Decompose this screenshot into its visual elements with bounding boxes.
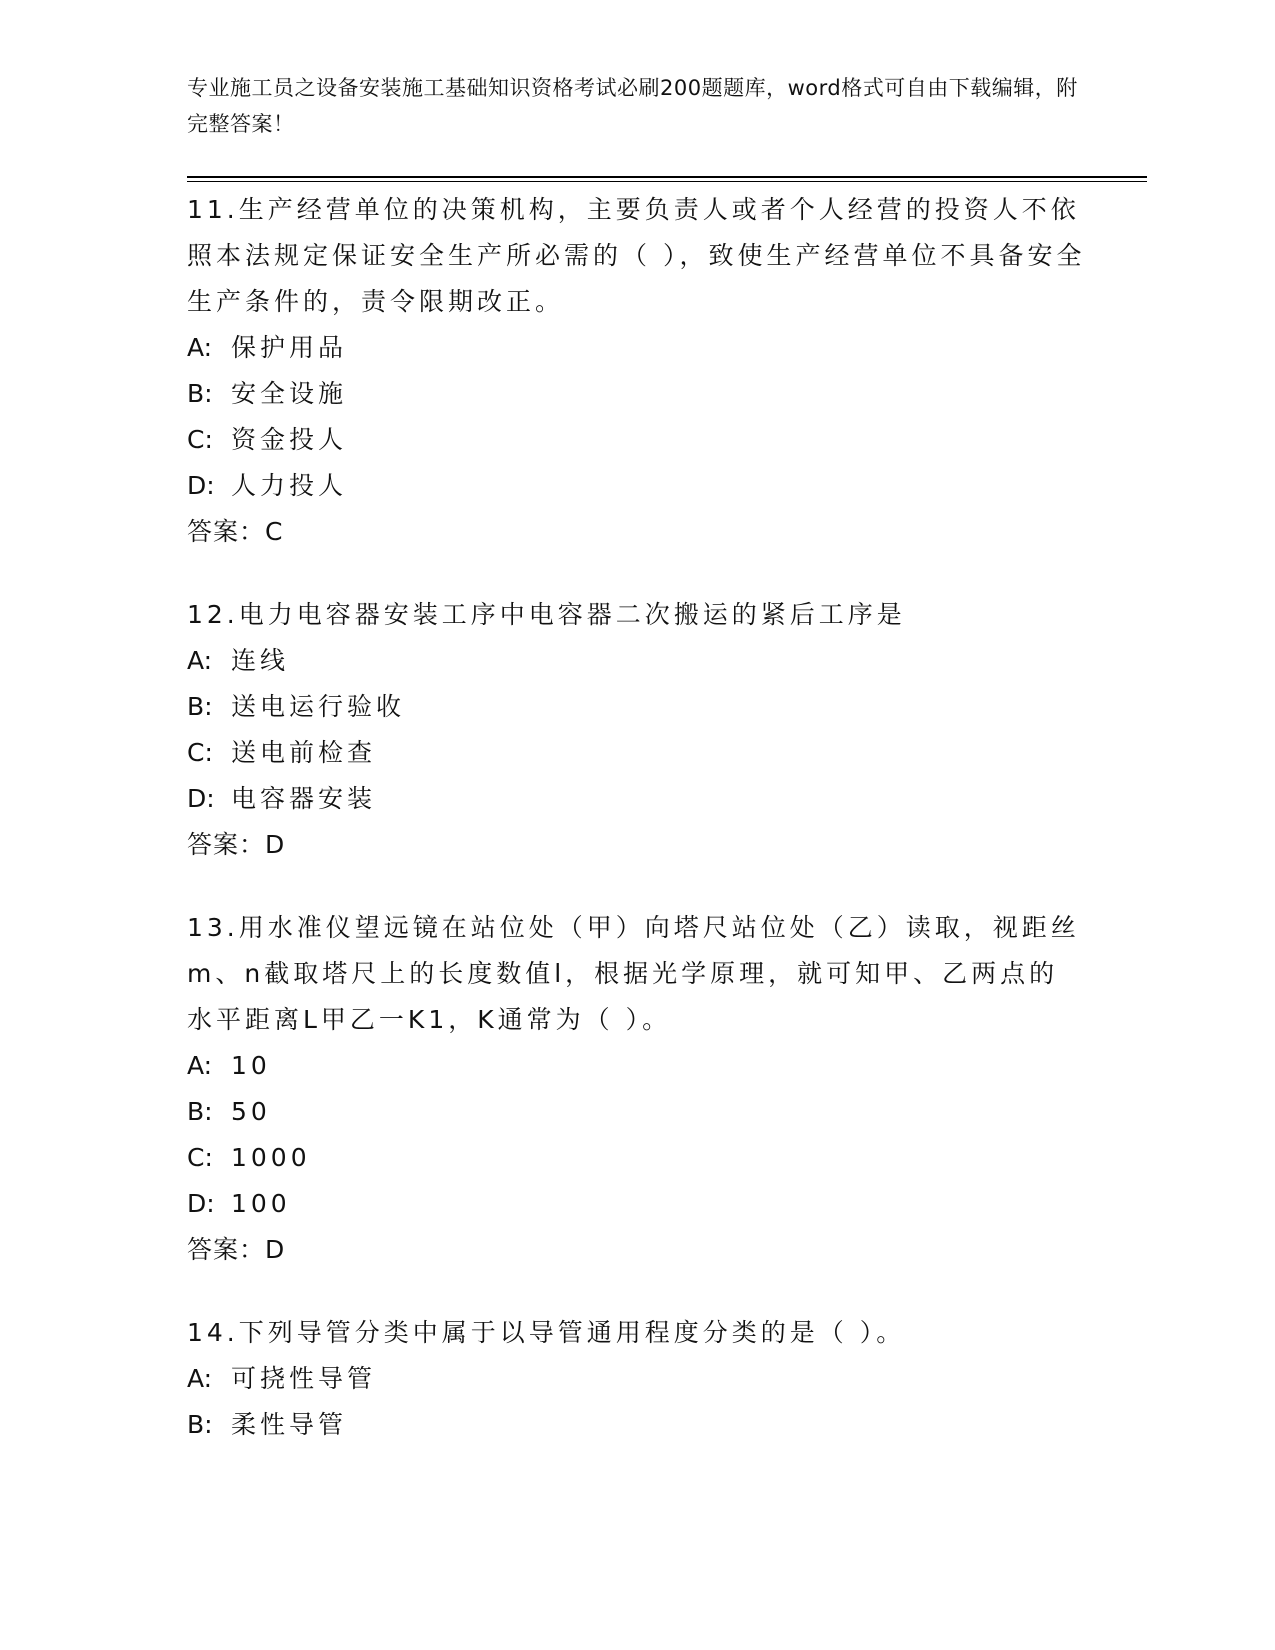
option-label: B: [187, 692, 213, 721]
header-divider-thin [187, 181, 1147, 182]
answer-line: 答案：C [187, 517, 284, 546]
option-d [187, 463, 1087, 509]
option-text: 可挠性导管 [231, 1364, 377, 1393]
option-b [187, 1089, 1087, 1135]
option-text: 50 [231, 1097, 271, 1126]
question-text: 12.电力电容器安装工序中电容器二次搬运的紧后工序是 [187, 600, 906, 629]
option-text: 保护用品 [231, 333, 348, 362]
option-c [187, 730, 1087, 776]
question-text: 14.下列导管分类中属于以导管通用程度分类的是（ ）。 [187, 1318, 906, 1347]
document-header: 专业施工员之设备安装施工基础知识资格考试必刷200题题库，word格式可自由下载编辑，附完整答案！ [187, 76, 1078, 136]
option-label: A: [187, 333, 213, 362]
answer-line: 答案：D [187, 830, 286, 859]
option-a [187, 1356, 1087, 1402]
option-text: 1000 [231, 1143, 311, 1172]
option-label: B: [187, 1097, 213, 1126]
option-a [187, 1043, 1087, 1089]
option-text: 安全设施 [231, 379, 348, 408]
option-label: D: [187, 1189, 215, 1218]
option-label: A: [187, 646, 213, 675]
option-label: B: [187, 379, 213, 408]
option-b [187, 1402, 1087, 1448]
question-text: 13.用水准仪望远镜在站位处（甲）向塔尺站位处（乙）读取，视距丝m、n截取塔尺上的长度数值l，根据光学原理，就可知甲、乙两点的水平距离L甲乙一K1，K通常为（ ）。 [187, 913, 1080, 1034]
option-label: D: [187, 784, 215, 813]
option-a [187, 638, 1087, 684]
option-label: C: [187, 1143, 213, 1172]
option-label: B: [187, 1410, 213, 1439]
option-label: A: [187, 1364, 213, 1393]
option-text: 电容器安装 [231, 784, 377, 813]
option-label: D: [187, 471, 215, 500]
option-label: C: [187, 738, 213, 767]
option-c [187, 417, 1087, 463]
answer-line: 答案：D [187, 1235, 286, 1264]
question-list [187, 187, 1087, 1485]
option-label: C: [187, 425, 213, 454]
option-c [187, 1135, 1087, 1181]
option-text: 100 [231, 1189, 291, 1218]
question-11 [187, 187, 1087, 555]
option-a [187, 325, 1087, 371]
option-text: 送电运行验收 [231, 692, 406, 721]
option-text: 人力投人 [231, 471, 348, 500]
option-text: 柔性导管 [231, 1410, 348, 1439]
header-divider-thick [187, 176, 1147, 178]
option-text: 连线 [231, 646, 290, 675]
option-d [187, 776, 1087, 822]
option-label: A: [187, 1051, 213, 1080]
option-text: 送电前检查 [231, 738, 377, 767]
question-13 [187, 905, 1087, 1273]
option-b [187, 684, 1087, 730]
option-d [187, 1181, 1087, 1227]
option-text: 10 [231, 1051, 271, 1080]
question-14 [187, 1310, 1087, 1448]
option-b [187, 371, 1087, 417]
question-12 [187, 592, 1087, 868]
option-text: 资金投人 [231, 425, 348, 454]
question-text: 11.生产经营单位的决策机构，主要负责人或者个人经营的投资人不依照本法规定保证安全生产所必需的（ ），致使生产经营单位不具备安全生产条件的，责令限期改正。 [187, 195, 1086, 316]
